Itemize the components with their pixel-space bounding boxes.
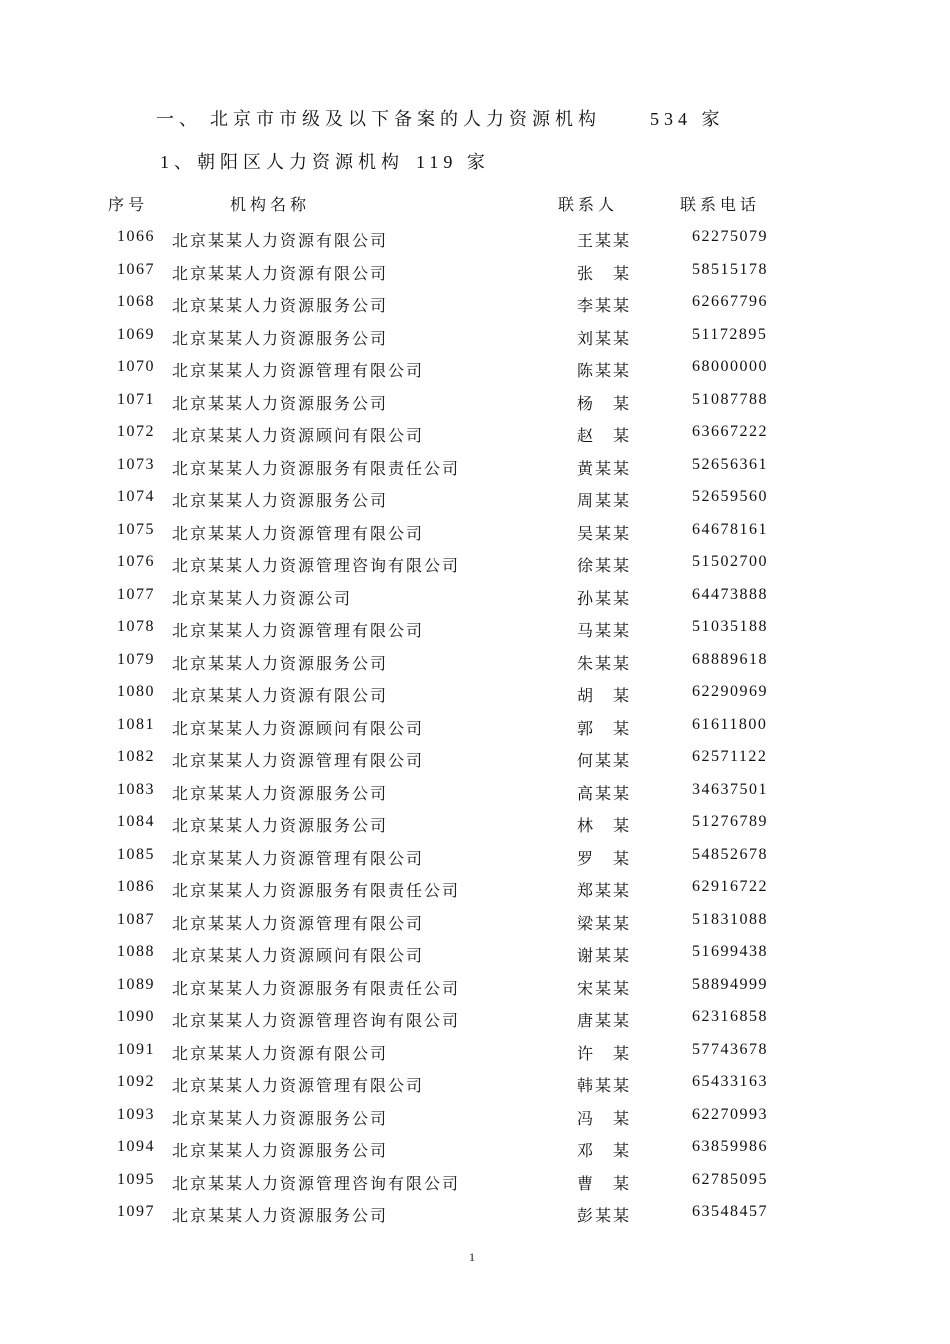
row-contact: 何某某	[577, 753, 632, 770]
row-number: 1072	[117, 423, 155, 440]
row-agency-name: 北京某某人力资源管理有限公司	[172, 916, 425, 933]
row-phone: 62270993	[692, 1106, 768, 1123]
row-contact: 朱某某	[577, 656, 632, 673]
row-contact: 许 某	[577, 1046, 632, 1063]
subsection-title: 1、朝阳区人力资源机构	[160, 152, 404, 172]
column-header-phone: 联系电话	[680, 197, 761, 214]
row-contact: 杨 某	[577, 396, 632, 413]
row-number: 1087	[117, 911, 155, 928]
row-agency-name: 北京某某人力资源有限公司	[172, 233, 389, 250]
section-title: 北京市市级及以下备案的人力资源机构	[210, 109, 601, 129]
row-contact: 冯 某	[577, 1111, 632, 1128]
row-phone: 58894999	[692, 976, 768, 993]
row-phone: 51831088	[692, 911, 768, 928]
row-number: 1078	[117, 618, 155, 635]
row-contact: 郭 某	[577, 721, 632, 738]
row-agency-name: 北京某某人力资源管理咨询有限公司	[172, 558, 461, 575]
row-phone: 51035188	[692, 618, 768, 635]
row-number: 1089	[117, 976, 155, 993]
row-agency-name: 北京某某人力资源管理咨询有限公司	[172, 1013, 461, 1030]
row-contact: 韩某某	[577, 1078, 632, 1095]
row-agency-name: 北京某某人力资源有限公司	[172, 688, 389, 705]
column-header-contact: 联系人	[558, 197, 619, 214]
row-agency-name: 北京某某人力资源顾问有限公司	[172, 948, 425, 965]
row-contact: 胡 某	[577, 688, 632, 705]
row-phone: 61611800	[692, 716, 768, 733]
row-contact: 林 某	[577, 818, 632, 835]
row-contact: 徐某某	[577, 558, 632, 575]
row-contact: 唐某某	[577, 1013, 632, 1030]
row-agency-name: 北京某某人力资源管理有限公司	[172, 363, 425, 380]
row-number: 1077	[117, 586, 155, 603]
row-number: 1081	[117, 716, 155, 733]
row-contact: 宋某某	[577, 981, 632, 998]
row-agency-name: 北京某某人力资源顾问有限公司	[172, 721, 425, 738]
column-header-no: 序号	[108, 197, 149, 214]
row-contact: 马某某	[577, 623, 632, 640]
row-number: 1067	[117, 261, 155, 278]
row-number: 1074	[117, 488, 155, 505]
row-phone: 63548457	[692, 1203, 768, 1220]
row-phone: 62667796	[692, 293, 768, 310]
row-agency-name: 北京某某人力资源服务公司	[172, 1143, 389, 1160]
row-contact: 高某某	[577, 786, 632, 803]
row-phone: 68889618	[692, 651, 768, 668]
row-number: 1095	[117, 1171, 155, 1188]
row-phone: 62571122	[692, 748, 768, 765]
row-phone: 51502700	[692, 553, 768, 570]
row-agency-name: 北京某某人力资源公司	[172, 591, 353, 608]
row-phone: 64473888	[692, 586, 768, 603]
row-phone: 51276789	[692, 813, 768, 830]
row-number: 1094	[117, 1138, 155, 1155]
row-agency-name: 北京某某人力资源服务公司	[172, 656, 389, 673]
row-contact: 赵 某	[577, 428, 632, 445]
row-number: 1069	[117, 326, 155, 343]
column-header-name: 机构名称	[230, 197, 311, 214]
section-prefix: 一、	[156, 109, 202, 129]
row-contact: 梁某某	[577, 916, 632, 933]
row-contact: 黄某某	[577, 461, 632, 478]
row-phone: 62316858	[692, 1008, 768, 1025]
row-phone: 58515178	[692, 261, 768, 278]
row-number: 1083	[117, 781, 155, 798]
row-number: 1080	[117, 683, 155, 700]
row-phone: 57743678	[692, 1041, 768, 1058]
row-phone: 54852678	[692, 846, 768, 863]
row-phone: 63859986	[692, 1138, 768, 1155]
row-number: 1070	[117, 358, 155, 375]
row-agency-name: 北京某某人力资源服务公司	[172, 786, 389, 803]
row-number: 1090	[117, 1008, 155, 1025]
row-contact: 刘某某	[577, 331, 632, 348]
row-phone: 51172895	[692, 326, 768, 343]
row-number: 1091	[117, 1041, 155, 1058]
row-number: 1075	[117, 521, 155, 538]
row-agency-name: 北京某某人力资源服务公司	[172, 1111, 389, 1128]
row-number: 1085	[117, 846, 155, 863]
row-agency-name: 北京某某人力资源有限公司	[172, 266, 389, 283]
row-agency-name: 北京某某人力资源有限公司	[172, 1046, 389, 1063]
row-contact: 彭某某	[577, 1208, 632, 1225]
row-number: 1079	[117, 651, 155, 668]
row-number: 1086	[117, 878, 155, 895]
row-contact: 罗 某	[577, 851, 632, 868]
row-phone: 34637501	[692, 781, 768, 798]
row-phone: 52659560	[692, 488, 768, 505]
row-number: 1068	[117, 293, 155, 310]
row-agency-name: 北京某某人力资源管理咨询有限公司	[172, 1176, 461, 1193]
row-agency-name: 北京某某人力资源服务公司	[172, 493, 389, 510]
row-number: 1088	[117, 943, 155, 960]
row-agency-name: 北京某某人力资源服务公司	[172, 1208, 389, 1225]
section-total: 534 家	[650, 109, 725, 129]
row-number: 1092	[117, 1073, 155, 1090]
row-agency-name: 北京某某人力资源服务公司	[172, 818, 389, 835]
row-number: 1082	[117, 748, 155, 765]
row-agency-name: 北京某某人力资源管理有限公司	[172, 851, 425, 868]
row-number: 1073	[117, 456, 155, 473]
row-phone: 65433163	[692, 1073, 768, 1090]
row-number: 1093	[117, 1106, 155, 1123]
row-phone: 62785095	[692, 1171, 768, 1188]
row-agency-name: 北京某某人力资源服务有限责任公司	[172, 461, 461, 478]
row-contact: 孙某某	[577, 591, 632, 608]
row-agency-name: 北京某某人力资源服务有限责任公司	[172, 981, 461, 998]
row-agency-name: 北京某某人力资源管理有限公司	[172, 753, 425, 770]
row-contact: 张 某	[577, 266, 632, 283]
row-contact: 谢某某	[577, 948, 632, 965]
row-phone: 51087788	[692, 391, 768, 408]
row-contact: 陈某某	[577, 363, 632, 380]
row-number: 1076	[117, 553, 155, 570]
row-phone: 62290969	[692, 683, 768, 700]
row-agency-name: 北京某某人力资源服务公司	[172, 298, 389, 315]
row-number: 1097	[117, 1203, 155, 1220]
row-agency-name: 北京某某人力资源服务公司	[172, 396, 389, 413]
row-phone: 51699438	[692, 943, 768, 960]
row-phone: 63667222	[692, 423, 768, 440]
row-phone: 64678161	[692, 521, 768, 538]
row-contact: 曹 某	[577, 1176, 632, 1193]
row-phone: 62275079	[692, 228, 768, 245]
row-agency-name: 北京某某人力资源管理有限公司	[172, 1078, 425, 1095]
row-agency-name: 北京某某人力资源服务公司	[172, 331, 389, 348]
row-contact: 郑某某	[577, 883, 632, 900]
row-phone: 52656361	[692, 456, 768, 473]
row-phone: 68000000	[692, 358, 768, 375]
row-number: 1084	[117, 813, 155, 830]
page-number: 1	[469, 1250, 475, 1264]
row-contact: 邓 某	[577, 1143, 632, 1160]
row-number: 1071	[117, 391, 155, 408]
row-contact: 李某某	[577, 298, 632, 315]
row-agency-name: 北京某某人力资源管理有限公司	[172, 526, 425, 543]
row-number: 1066	[117, 228, 155, 245]
row-contact: 周某某	[577, 493, 632, 510]
subsection-count: 119 家	[416, 152, 490, 172]
row-contact: 吴某某	[577, 526, 632, 543]
row-contact: 王某某	[577, 233, 632, 250]
row-agency-name: 北京某某人力资源顾问有限公司	[172, 428, 425, 445]
row-agency-name: 北京某某人力资源管理有限公司	[172, 623, 425, 640]
row-agency-name: 北京某某人力资源服务有限责任公司	[172, 883, 461, 900]
row-phone: 62916722	[692, 878, 768, 895]
